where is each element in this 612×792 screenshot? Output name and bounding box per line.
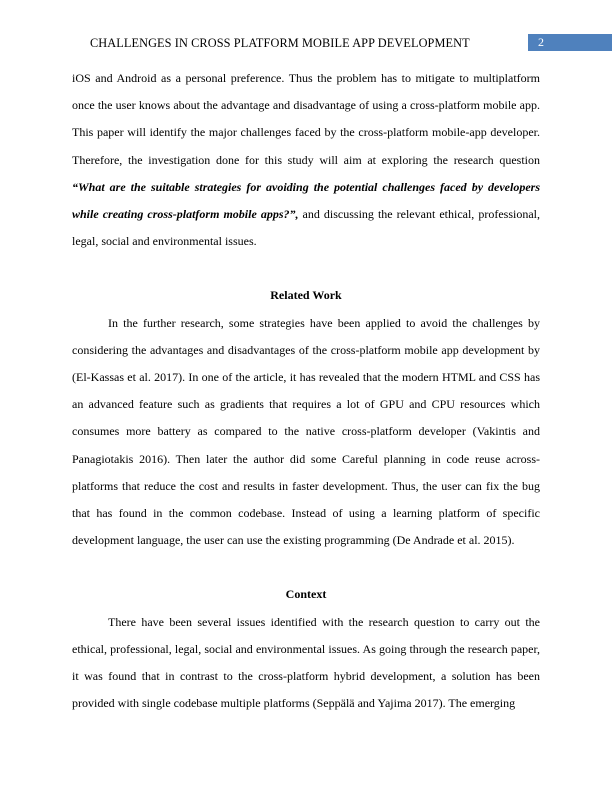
page-number: 2 [538,35,544,49]
related-work-paragraph: In the further research, some strategies have been applied to avoid the challenges by considering the advantages and disadvantages of the cross-platform mobile app development by (El-Kassas et al. 2017). In one of the article, it has revealed that the modern HTML and CSS has an advanced feature such as gradients that requires a lot of GPU and CPU resources which consumes more battery as compared to the native cross-platform developer (Vakintis and Panagiotakis 2016). Then later the author did some Careful planning in code reuse across-platforms that reduce the cost and results in faster development. Thus, the user can fix the bug that has found in the common codebase. Instead of using a learning platform of specific development language, the user can use the existing programming (De Andrade et al. 2015). [72,315,540,548]
document-body [72,65,540,717]
context-paragraph: There have been several issues identified with the research question to carry out the ethical, professional, legal, social and environmental issues. As going through the research paper, it was found that in contrast to the cross-platform hybrid development, a solution has been provided with single codebase multiple platforms (Seppälä and Yajima 2017). The emerging [72,614,540,711]
running-head: CHALLENGES IN CROSS PLATFORM MOBILE APP DEVELOPMENT [90,36,470,50]
context-heading: Context [285,587,327,602]
intro-text-after: and discussing the relevant ethical, professional, legal, social and environmental issues. [72,207,540,249]
intro-paragraph [72,65,540,255]
intro-text-before: iOS and Android as a personal preference. Thus the problem has to mitigate to multiplatform once the user knows about the advantage and disadvantage of using a cross-platform mobile app. This paper will identify the major challenges faced by the cross-platform mobile-app developer. Therefore, the investigation done for this study will aim at exploring the research question [72,71,540,167]
research-question: “What are the suitable strategies for avoiding the potential challenges faced by developers while creating cross-platform mobile apps?”, [72,179,540,222]
related-work-heading: Related Work [270,288,342,303]
page-number-box [528,34,612,51]
